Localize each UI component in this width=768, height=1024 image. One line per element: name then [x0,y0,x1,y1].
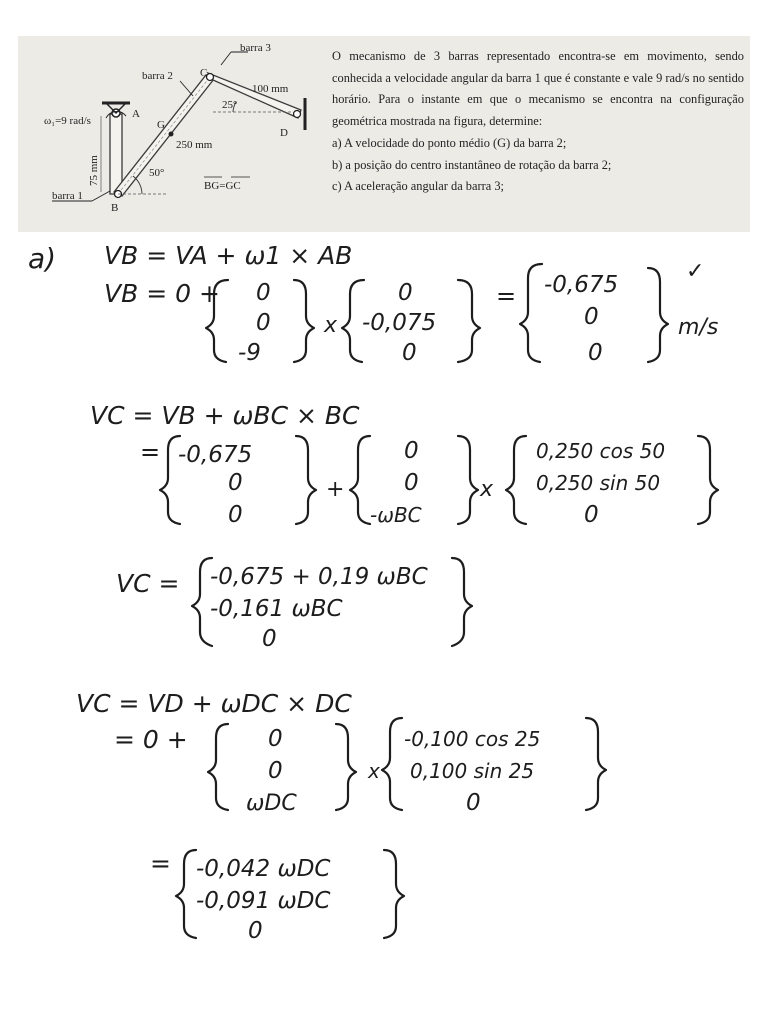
point-g [169,132,174,137]
question-a: a) A velocidade do ponto médio (G) da barra 2; [332,135,567,150]
label-250mm: 250 mm [176,139,213,151]
brace-ab-right [458,280,480,362]
bar1-shape [110,114,122,194]
ab-x: 0 [398,280,413,306]
label-g: G [157,119,165,131]
wbc-y: 0 [404,470,419,496]
brace-dc-right [586,718,606,810]
brace-ab-left [342,280,364,362]
brace-vb2-left [160,436,180,524]
part-a-label: a) [28,242,57,275]
bc-y: 0,250 sin 50 [536,471,661,495]
label-bggc: BG=GC [204,180,241,192]
wdc-x: 0 [268,726,283,752]
vc2-x: -0,042 ωDC [196,856,331,882]
ab-z: 0 [402,340,417,366]
plus-1: + [326,477,345,502]
ab-y: -0,075 [362,310,437,336]
eq-vc-definition: VC = VB + ωBC × BC [90,401,360,430]
vc2-y: -0,091 ωDC [196,888,331,914]
eq-vb-substitution: VB = 0 + [104,279,220,308]
brace-wdc-left [208,724,228,810]
vb2-y: 0 [228,470,243,496]
brace-vb-right [648,268,668,362]
brace-dc-left [382,718,402,810]
question-c: c) A aceleração angular da barra 3; [332,179,504,194]
mechanism-figure [18,36,333,232]
vb2-x: -0,675 [178,442,253,468]
vc1-y: -0,161 ωBC [210,596,343,622]
brace-vc2-right [384,850,404,938]
w1-x: 0 [256,280,271,306]
label-75mm: 75 mm [88,155,100,186]
leader-barra3 [221,52,231,65]
equals-3: = [150,849,171,878]
label-barra3: barra 3 [240,42,271,54]
bar3-shape [208,73,301,118]
label-barra2: barra 2 [142,70,173,82]
brace-vc1-right [452,558,472,646]
eq-vc-dc-definition: VC = VD + ωDC × DC [76,689,352,718]
vc1-x: -0,675 + 0,19 ωBC [210,564,428,590]
vc-lhs-1: VC = [116,569,180,598]
brace-vc1-left [192,558,212,646]
dc-y: 0,100 sin 25 [410,759,535,783]
w1-z: -9 [238,340,261,366]
bc-z: 0 [584,502,599,528]
brace-wdc-right [336,724,356,810]
wbc-z: -ωBC [370,503,422,527]
brace-bc-left [506,436,526,524]
label-25deg: 25° [222,99,238,111]
eq-vc-dc-substitution: = 0 + [114,725,188,754]
leader-barra2 [180,81,193,96]
leader-barra1 [92,191,110,201]
label-d: D [280,127,288,139]
mechanism-diagram [18,36,333,232]
label-50deg: 50° [149,167,165,179]
pin-c [207,74,214,81]
wbc-x: 0 [404,438,419,464]
vc1-z: 0 [262,626,277,652]
label-c: C [200,67,208,79]
brace-wbc-right [458,436,478,524]
equals-2: = [140,438,161,466]
vb-result-y: 0 [584,304,599,330]
cross-3: x [368,759,380,783]
problem-statement [332,46,744,198]
eq-vb-definition: VB = VA + ω1 × AB [104,241,353,270]
vb2-z: 0 [228,502,243,528]
equals-1: = [496,282,517,310]
label-100mm: 100 mm [252,83,289,95]
label-omega: ω₁=9 rad/s [44,115,91,127]
brace-vb2-right [296,436,316,524]
vb-result-x: -0,675 [544,272,619,298]
brace-vb-left [520,264,542,362]
dc-x: -0,100 cos 25 [404,727,541,751]
brace-w1-right [294,280,314,362]
problem-card [18,36,750,232]
label-b: B [111,202,119,214]
bc-x: 0,250 cos 50 [536,439,666,463]
w1-y: 0 [256,310,271,336]
label-barra1: barra 1 [52,190,83,202]
handwritten-solution [0,232,768,1024]
check-mark: ✓ [686,259,705,284]
cross-2: x [480,477,494,502]
question-b: b) a posição do centro instantâneo de rotação da barra 2; [332,157,612,172]
unit-ms: m/s [678,315,719,340]
brace-wbc-left [350,436,370,524]
vc2-z: 0 [248,918,263,944]
problem-text: O mecanismo de 3 barras representado encontra-se em movimento, sendo conhecida a velocidade angular da barra 1 que é constante e vale 9 rad/s no sentido horário. Para o instante em que o mecanismo se encontra na configuração geométrica mostrada na figura, determine: [332,49,744,129]
brace-vc2-left [176,850,196,938]
label-a: A [132,108,140,120]
vb-result-z: 0 [588,340,603,366]
wdc-z: ωDC [246,791,297,816]
solution-canvas [0,232,768,1024]
brace-bc-right [698,436,718,524]
pin-d [294,111,301,118]
dc-z: 0 [466,790,481,816]
wdc-y: 0 [268,758,283,784]
cross-1: x [324,313,338,338]
